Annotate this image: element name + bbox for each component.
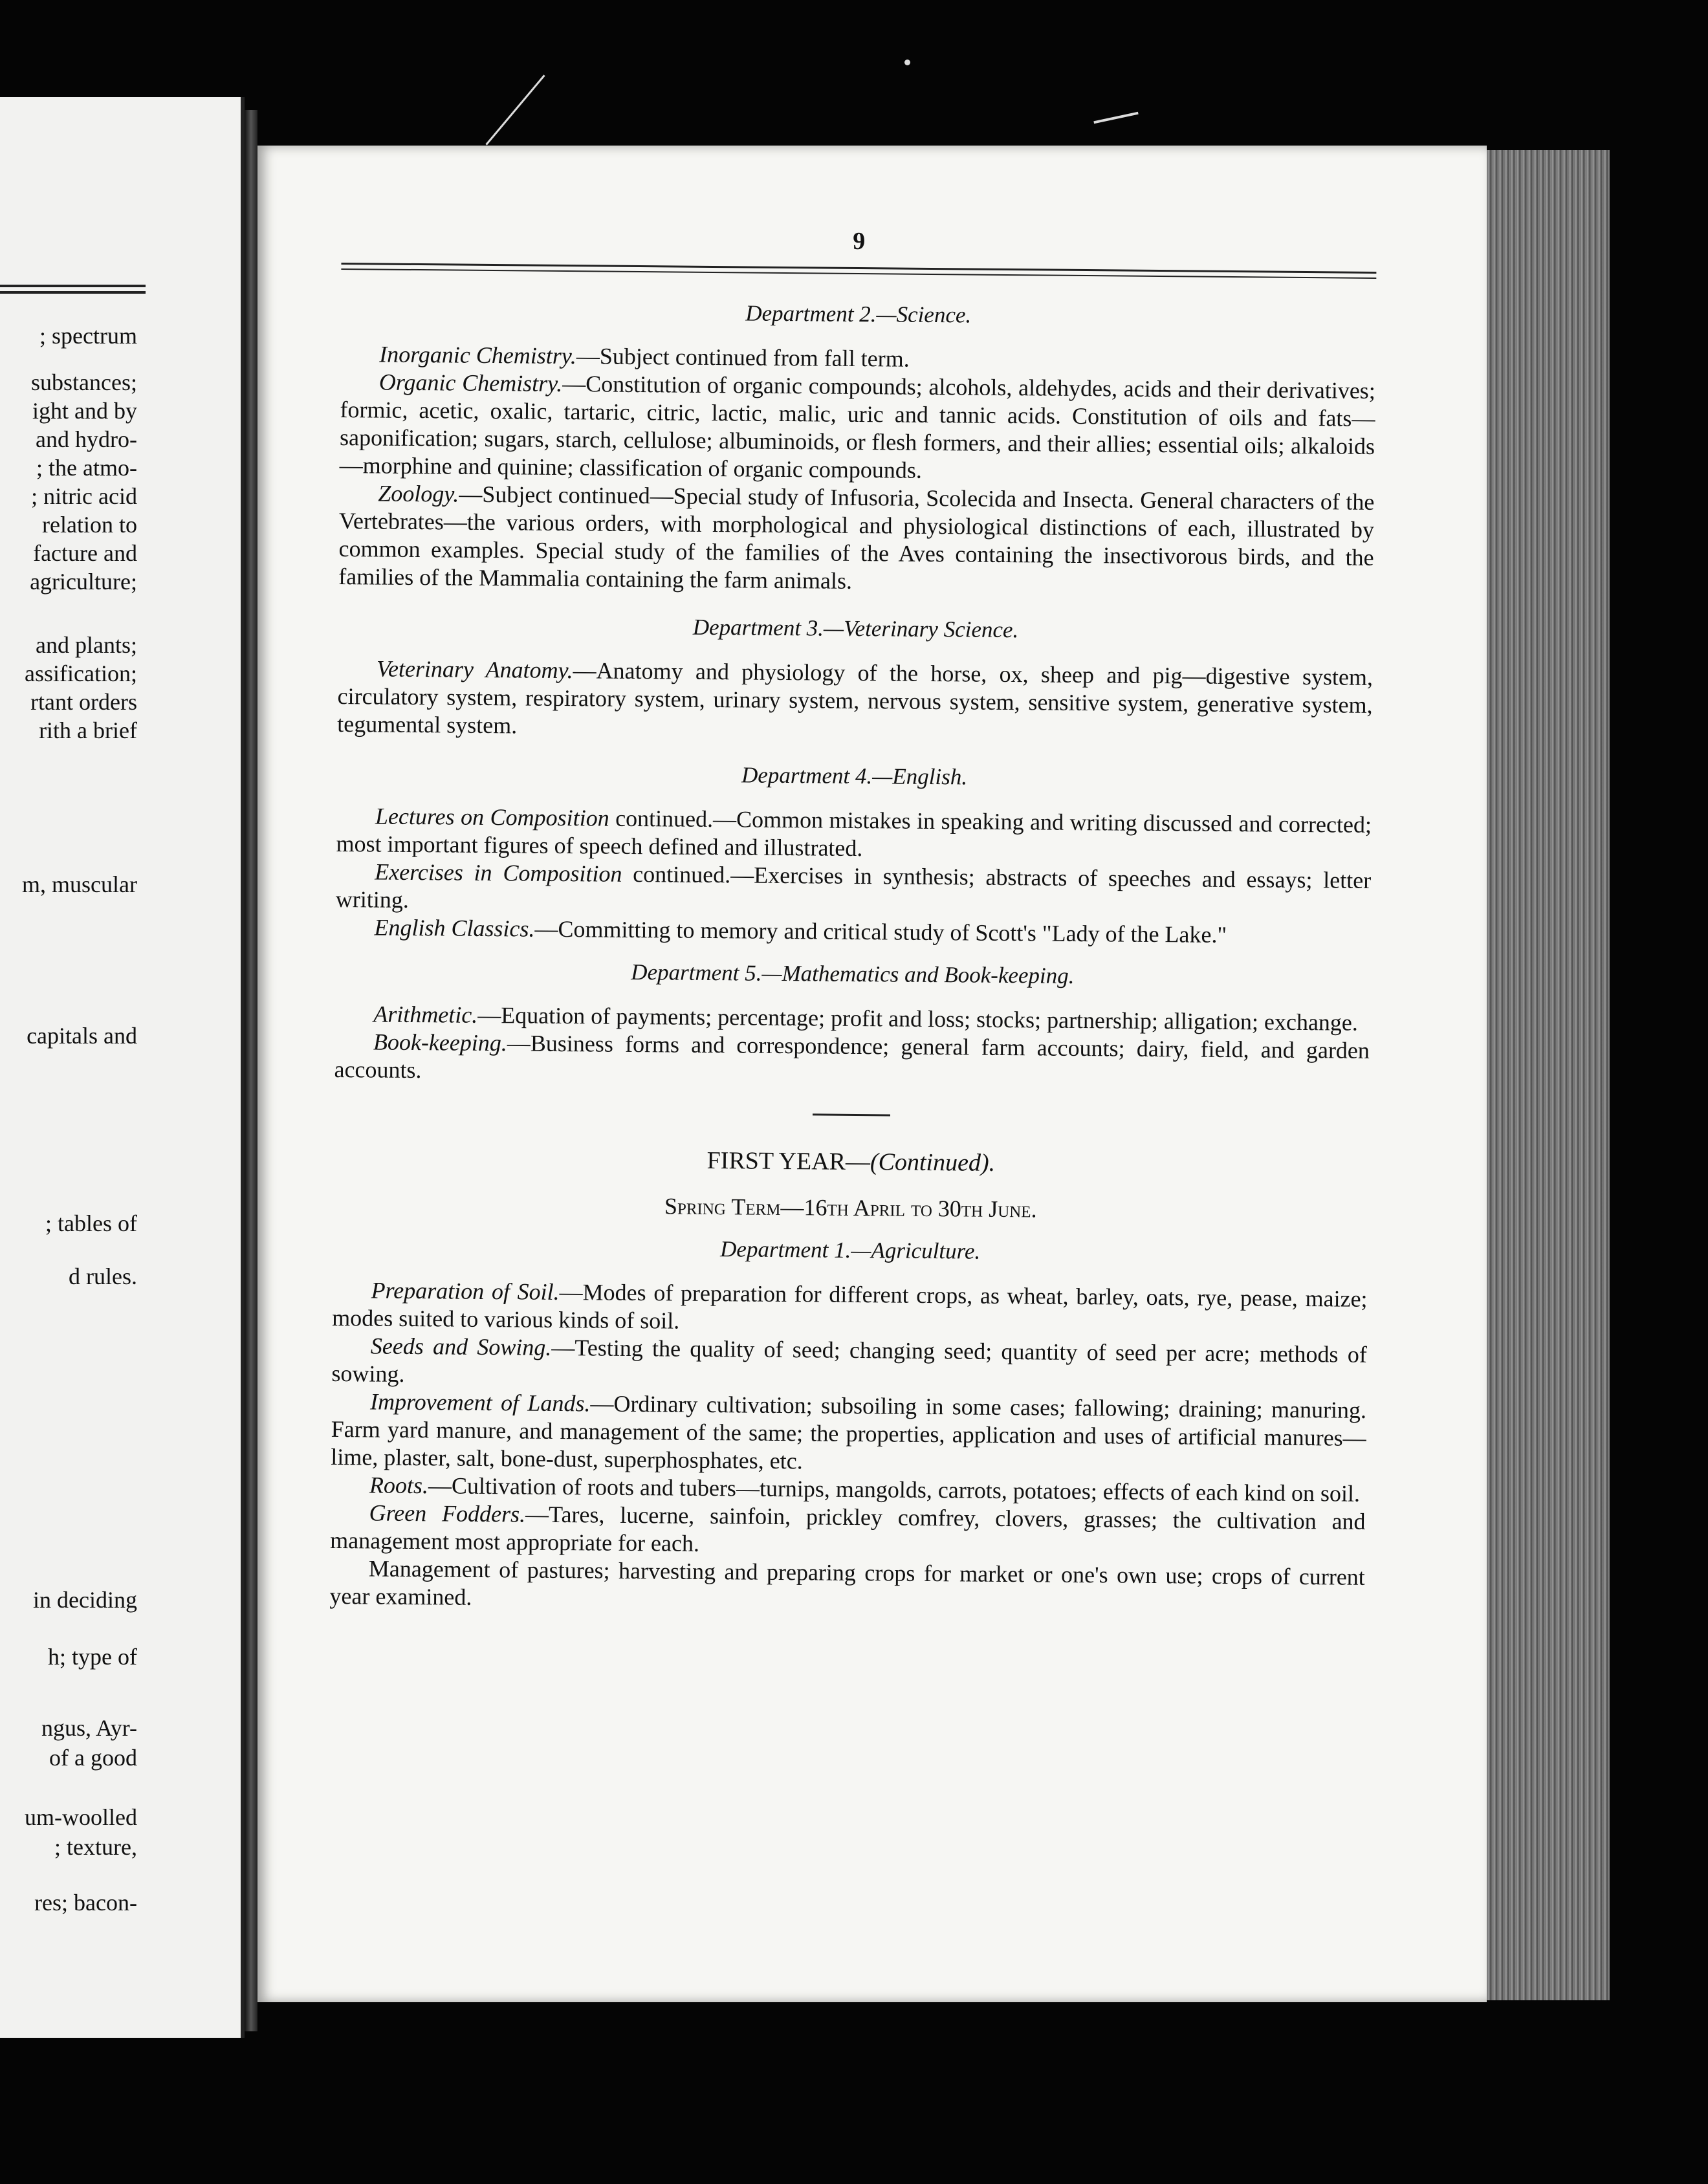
- previous-page-rule: [0, 291, 146, 294]
- paragraph-text: —Subject continued—Special study of Infusoria, Scolecida and Insecta. General characters of the Vertebrates—the various orders, with morphological and physiological distinctions of each, illustrated by common examples. Special study of the families of the Aves containing the insectivorous birds, and the families of the Mammalia containing the farm animals.: [338, 481, 1375, 594]
- paragraph-lead: Preparation of Soil.: [371, 1277, 560, 1305]
- paragraph-lead: Improvement of Lands.: [369, 1388, 591, 1417]
- previous-page-line: ; tables of: [45, 1210, 137, 1236]
- paragraph-text: —Anatomy and physiology of the horse, ox, sheep and pig—digestive system, circulatory system, respiratory system, urinary system, nervous system, sensitive system, generative system, tegumental system.: [337, 657, 1374, 739]
- year-heading-continued: (Continued).: [870, 1148, 996, 1177]
- paragraph: [338, 479, 1374, 600]
- previous-page-line: in deciding: [33, 1587, 137, 1613]
- department-english-section: [335, 758, 1372, 950]
- paragraph: [330, 1499, 1366, 1564]
- department-agriculture-section: [329, 1232, 1368, 1619]
- scan-speck: [904, 60, 910, 65]
- scan-scratch: [485, 74, 545, 145]
- previous-page-rule: [0, 285, 146, 287]
- paragraph-text: —Subject continued from fall term.: [576, 343, 910, 372]
- department-heading: Department 1.—Agriculture.: [719, 1236, 981, 1264]
- previous-page-line: d rules.: [69, 1263, 137, 1289]
- department-heading: Department 2.—Science.: [745, 300, 972, 328]
- previous-page-line: ; texture,: [54, 1834, 137, 1860]
- paragraph-lead: Roots.: [369, 1472, 429, 1499]
- page-content: [329, 223, 1377, 1619]
- department-mathematics-section: [334, 956, 1370, 1093]
- previous-page-line: ; spectrum: [39, 323, 137, 349]
- paragraph-lead: Organic Chemistry.: [378, 369, 563, 397]
- previous-page-line: capitals and: [27, 1023, 137, 1049]
- paragraph: [329, 1555, 1365, 1619]
- previous-page-line: h; type of: [48, 1644, 137, 1670]
- previous-page-line: agriculture;: [30, 569, 137, 595]
- previous-page-line: rtant orders: [30, 689, 137, 715]
- year-heading: [333, 1144, 1368, 1181]
- paragraph-lead: Exercises in Composition: [375, 858, 622, 887]
- paragraph-text: —Cultivation of roots and tubers—turnips, mangolds, carrots, potatoes; effects of each kind on soil.: [428, 1472, 1361, 1507]
- paragraph: [331, 1332, 1367, 1397]
- department-heading: Department 5.—Mathematics and Book-keeping.: [631, 959, 1075, 988]
- paragraph-text: —Modes of preparation for different crops, as wheat, barley, oats, rye, pease, maize; modes suited to various kinds of soil.: [332, 1279, 1368, 1334]
- paragraph: [334, 1028, 1370, 1093]
- paragraph-lead: Zoology.: [378, 480, 459, 507]
- previous-page-line: ight and by: [32, 398, 137, 424]
- previous-page-line: assification;: [25, 661, 137, 686]
- section-divider: [813, 1113, 890, 1116]
- paragraph-lead: Book-keeping.: [373, 1029, 508, 1056]
- book-page: [257, 146, 1487, 2002]
- previous-page-line: relation to: [42, 512, 137, 538]
- paragraph-text: —Tares, lucerne, sainfoin, prickley comfrey, clovers, grasses; the cultivation and management most appropriate for each.: [330, 1501, 1366, 1556]
- paragraph-lead: Green Fodders.: [369, 1500, 526, 1527]
- paragraph-text: —Committing to memory and critical study of Scott's "Lady of the Lake.": [534, 915, 1227, 948]
- paragraph-lead: English Classics.: [374, 914, 535, 942]
- paragraph-text: continued.—Exercises in synthesis; abstracts of speeches and essays; letter writing.: [335, 860, 1372, 913]
- previous-page-line: and plants;: [36, 632, 137, 658]
- paragraph-lead: Seeds and Sowing.: [370, 1333, 552, 1360]
- paragraph-lead: Arithmetic.: [373, 1001, 478, 1028]
- paragraph-text: —Testing the quality of seed; changing seed; quantity of seed per acre; methods of sowing.: [331, 1334, 1367, 1387]
- paragraph-text: —Business forms and correspondence; general farm accounts; dairy, field, and garden accounts.: [334, 1030, 1370, 1084]
- paragraph-text: —Ordinary cultivation; subsoiling in some cases; fallowing; draining; manuring. Farm yard manure, and management of the same; the properties, application and uses of artificial manures—lime, plaster, salt, bone-dust, superphosphates, etc.: [331, 1390, 1367, 1474]
- book-gutter: [245, 110, 257, 2031]
- department-heading: Department 4.—English.: [741, 762, 968, 790]
- paragraph: [336, 858, 1372, 923]
- paragraph: [340, 368, 1375, 488]
- header-double-rule: [341, 263, 1376, 279]
- paragraph-text: —Constitution of organic compounds; alcohols, aldehydes, acids and their derivatives; formic, acetic, oxalic, tartaric, citric, lactic, malic, uric and tannic acids. Constitution of oils and fats—saponification; sugars, starch, cellulose; albuminoids, or flesh formers, and their allies; essential oils; alkaloids—morphine and quinine; classification of organic compounds.: [339, 370, 1375, 483]
- previous-page-line: ; nitric acid: [31, 483, 137, 509]
- department-science-section: [338, 296, 1376, 600]
- paragraph-text: continued.—Common mistakes in speaking and writing discussed and corrected; most important figures of speech defined and illustrated.: [336, 805, 1372, 862]
- previous-page-line: and hydro-: [36, 426, 137, 452]
- previous-page-line: ngus, Ayr-: [41, 1715, 137, 1741]
- previous-page-line: substances;: [31, 369, 137, 395]
- department-veterinary-section: [337, 610, 1374, 747]
- paragraph-text: Management of pastures; harvesting and preparing crops for market or one's own use; crops of current year examined.: [329, 1555, 1365, 1610]
- page-number: 9: [853, 227, 866, 256]
- previous-page-fragment: [0, 97, 245, 2038]
- paragraph-lead: Veterinary Anatomy.: [376, 655, 573, 684]
- paragraph: [337, 655, 1373, 747]
- scan-scratch: [1093, 112, 1138, 124]
- term-heading: Spring Term—16th April to 30th June.: [664, 1193, 1037, 1223]
- paragraph: [332, 1276, 1368, 1341]
- page-stack-edge: [1487, 150, 1610, 2000]
- paragraph-lead: Inorganic Chemistry.: [379, 341, 577, 369]
- previous-page-line: of a good: [49, 1745, 137, 1771]
- department-heading: Department 3.—Veterinary Science.: [692, 614, 1019, 643]
- paragraph-lead: Lectures on Composition: [375, 803, 609, 831]
- paragraph: [336, 802, 1372, 867]
- paragraph-text: —Equation of payments; percentage; profit and loss; stocks; partnership; alligation; exchange.: [477, 1001, 1359, 1036]
- previous-page-line: res; bacon-: [34, 1890, 137, 1916]
- previous-page-line: ; the atmo-: [36, 455, 137, 481]
- previous-page-line: um-woolled: [25, 1804, 137, 1830]
- year-heading-title: FIRST YEAR—: [706, 1146, 871, 1176]
- previous-page-line: rith a brief: [39, 717, 137, 743]
- previous-page-line: m, muscular: [22, 871, 137, 897]
- previous-page-line: facture and: [33, 540, 137, 566]
- paragraph: [331, 1388, 1366, 1480]
